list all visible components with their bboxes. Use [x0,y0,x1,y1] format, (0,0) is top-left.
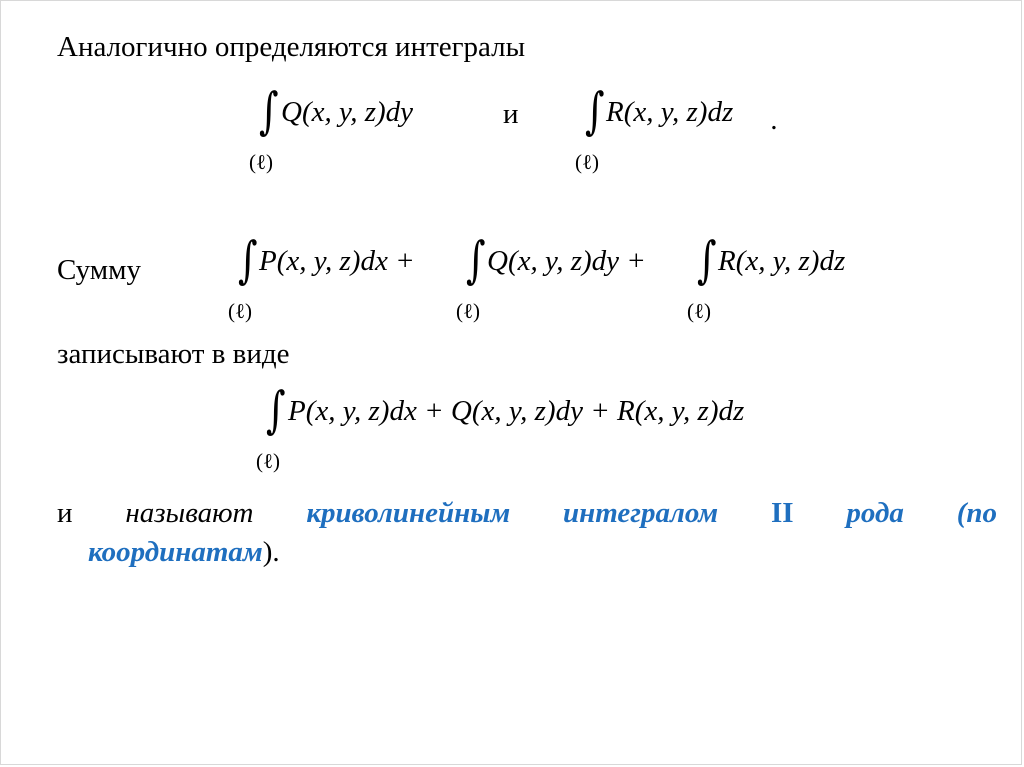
term-closing: ). [262,536,280,568]
combined-subscript: (ℓ) [256,449,281,473]
combined-expression: P(x, y, z)dx + Q(x, y, z)dy + R(x, y, z)dz [288,395,745,427]
integral-q-expression: Q(x, y, z)dy [281,96,414,128]
definition-line-1 [57,495,997,531]
term-coordinates: координатам [88,536,263,568]
sum-term-p: P(x, y, z)dx + [259,245,415,277]
integral-q-subscript: (ℓ) [249,150,274,174]
written-as-label: записывают в виде [57,338,290,370]
term-integral: интегралом [563,497,719,529]
sum-term-r-subscript: (ℓ) [687,299,712,323]
term-kind: рода [846,497,904,529]
sum-label: Сумму [57,254,141,286]
word-called: называют [125,497,254,529]
integral-sign: ∫ [697,231,717,289]
connector-and: и [503,98,519,130]
integral-sign: ∫ [466,231,486,289]
integral-sign: ∫ [259,82,279,140]
term-roman-two: II [770,497,794,529]
term-paren-by: (по [956,497,998,529]
integral-r-subscript: (ℓ) [575,150,600,174]
sum-term-q: Q(x, y, z)dy + [487,245,646,277]
term-curvilinear: криволинейным [306,497,511,529]
period: . [771,104,779,136]
sum-term-q-subscript: (ℓ) [456,299,481,323]
integral-sign: ∫ [238,231,258,289]
sum-term-r: R(x, y, z)dz [718,245,846,277]
integral-sign: ∫ [266,381,286,439]
word-and: и [57,497,73,529]
intro-text: Аналогично определяются интегралы [57,31,526,63]
definition-line-2 [88,534,280,570]
integral-r-expression: R(x, y, z)dz [606,96,734,128]
integral-sign: ∫ [585,82,605,140]
sum-term-p-subscript: (ℓ) [228,299,253,323]
